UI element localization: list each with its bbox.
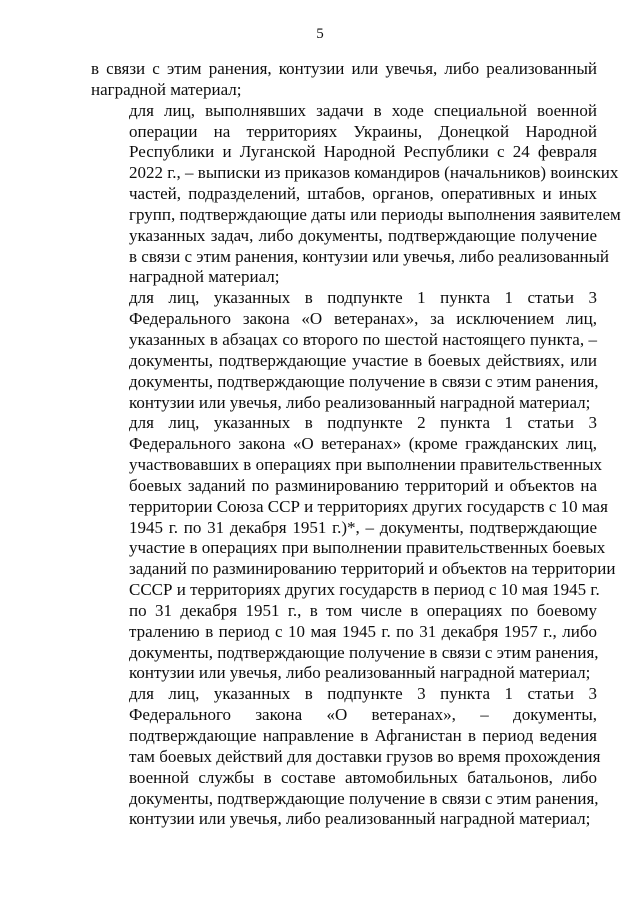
paragraph-continuation [91, 59, 597, 101]
text-line: по 31 декабря 1951 г., в том числе в операциях по боевому [129, 600, 597, 620]
paragraph-subpoint-1 [91, 288, 597, 413]
page-number: 5 [316, 26, 324, 42]
text-line: контузии или увечья, либо реализованный наградной материал; [129, 392, 591, 412]
text-line: боевых заданий по разминированию территорий и объектов на [129, 475, 597, 495]
text-line: в связи с этим ранения, контузии или увечья, либо реализованный [129, 246, 609, 266]
text-line: контузии или увечья, либо реализованный наградной материал; [129, 663, 591, 683]
text-line: документы, подтверждающие получение в связи с этим ранения, [129, 642, 599, 662]
text-line: Федерального закона «О ветеранах», за исключением лиц, [129, 309, 597, 329]
text-line: участвовавших в операциях при выполнении правительственных [129, 455, 603, 475]
text-line: групп, подтверждающие даты или периоды выполнения заявителем [129, 204, 621, 224]
text-line: Республики и Луганской Народной Республики с 24 февраля [129, 142, 597, 162]
text-line: СССР и территориях других государств в период с 10 мая 1945 г. [129, 580, 600, 600]
text-line: наградной материал; [129, 267, 280, 287]
text-line: указанных задач, либо документы, подтверждающие получение [129, 225, 597, 245]
paragraph-special-military-operation [91, 100, 621, 289]
text-line: контузии или увечья, либо реализованный наградной материал; [129, 809, 591, 829]
text-line: военной службы в составе автомобильных батальонов, либо [129, 767, 597, 787]
text-line: подтверждающие направление в Афганистан в период ведения [129, 726, 597, 745]
text-line: для лиц, выполнявших задачи в ходе специальной военной [129, 100, 597, 120]
text-line: для лиц, указанных в подпункте 1 пункта 1 статьи 3 [129, 288, 597, 308]
text-line: наградной материал; [91, 79, 242, 99]
text-line: документы, подтверждающие участие в боевых действиях, или [129, 350, 597, 370]
text-line: операции на территориях Украины, Донецкой Народной [129, 121, 597, 141]
text-line: частей, подразделений, штабов, органов, оперативных и иных [129, 184, 597, 204]
text-line: участие в операциях при выполнении правительственных боевых [129, 538, 606, 558]
text-line: там боевых действий для доставки грузов во время прохождения [129, 746, 601, 766]
text-line: указанных в абзацах со второго по шестой настоящего пункта, – [129, 329, 597, 349]
text-line: тралению в период с 10 мая 1945 г. по 31 декабря 1957 г., либо [129, 621, 597, 641]
text-line: для лиц, указанных в подпункте 3 пункта 1 статьи 3 [129, 684, 597, 704]
text-line: территории Союза ССР и территориях других государств с 10 мая [129, 496, 608, 516]
text-line: документы, подтверждающие получение в связи с этим ранения, [129, 788, 599, 808]
document-body [91, 59, 621, 830]
text-line: для лиц, указанных в подпункте 2 пункта 1 статьи 3 [129, 413, 597, 433]
paragraph-subpoint-3 [91, 684, 601, 830]
text-line: Федерального закона «О ветеранах» (кроме гражданских лиц, [129, 434, 597, 454]
text-line: заданий по разминированию территорий и объектов на территории [129, 559, 616, 579]
text-line: 2022 г., – выписки из приказов командиров (начальников) воинских [129, 163, 619, 183]
paragraph-subpoint-2 [91, 413, 616, 684]
text-line: документы, подтверждающие получение в связи с этим ранения, [129, 371, 599, 391]
text-line: Федерального закона «О ветеранах», – документы, [129, 705, 597, 725]
text-line: в связи с этим ранения, контузии или увечья, либо реализованный [91, 59, 597, 78]
text-line: 1945 г. по 31 декабря 1951 г.)*, – документы, подтверждающие [129, 517, 597, 537]
